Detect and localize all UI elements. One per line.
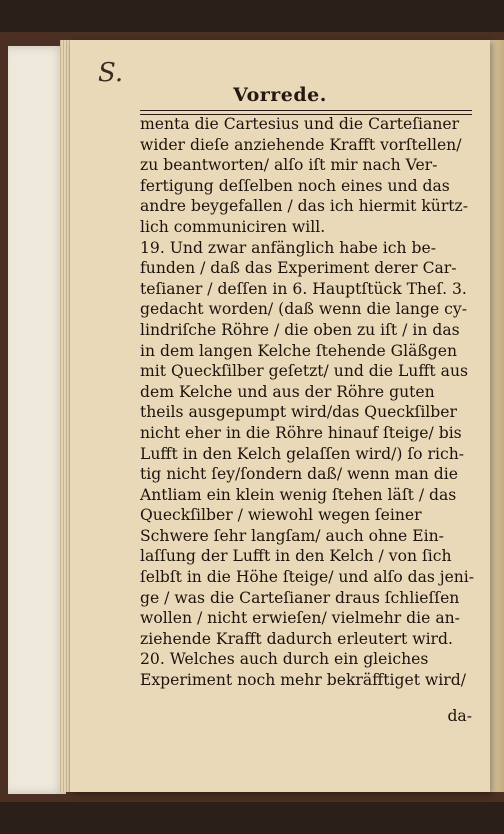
text-line: wider dieſe anziehende Krafft vorſtellen/ [140, 135, 462, 154]
text-line: in dem langen Kelche ſtehende Gläßgen [140, 341, 458, 360]
text-line: Schwere ſehr langſam/ auch ohne Ein- [140, 526, 444, 545]
text-line: lindriſche Röhre / die oben zu iſt / in das [140, 320, 460, 339]
folio-mark: S. [98, 58, 124, 88]
body-text [140, 114, 474, 691]
text-line: 20. Welches auch durch ein gleiches [140, 650, 429, 669]
page-edge [490, 40, 504, 792]
book-page [70, 40, 490, 792]
text-line: teſianer / deſſen in 6. Hauptſtück Theſ. 3. [140, 279, 467, 298]
text-line: nicht eher in die Röhre hinauf ſteige/ bis [140, 423, 462, 442]
text-line: mit Queckſilber geſetzt/ und die Lufft aus [140, 362, 468, 381]
text-line: ge / was die Carteſianer draus ſchlieſſen [140, 588, 460, 607]
flyleaf [8, 46, 66, 794]
text-line: tig nicht ſey/ſondern daß/ wenn man die [140, 465, 458, 484]
text-line: 19. Und zwar anfänglich habe ich be- [140, 238, 436, 257]
text-line: Lufft in den Kelch gelaſſen wird/) ſo rich- [140, 444, 465, 463]
text-line: dem Kelche und aus der Röhre guten [140, 382, 435, 401]
text-line: andre beygefallen / das ich hiermit kürtz- [140, 197, 469, 216]
text-line: gedacht worden/ (daß wenn die lange cy- [140, 300, 467, 319]
text-line: ſelbſt in die Höhe ſteige/ und alſo das jeni- [140, 568, 475, 587]
text-line: lich communiciren will. [140, 217, 326, 236]
text-line: laſſung der Lufft in den Kelch / von ſich [140, 547, 452, 566]
text-line: ziehende Krafft dadurch erleutert wird. [140, 629, 453, 648]
text-line: Queckſilber / wiewohl wegen ſeiner [140, 506, 422, 525]
text-line: menta die Cartesius und die Carteſianer [140, 115, 460, 133]
text-line: wollen / nicht erwieſen/ vielmehr die an- [140, 609, 460, 628]
text-line: theils ausgepumpt wird/das Queckſilber [140, 403, 457, 422]
text-line: Experiment noch mehr bekräfftiget wird/ [140, 671, 466, 690]
text-line: funden / daß das Experiment derer Car- [140, 259, 457, 278]
text-line: fertigung deſſelben noch eines und das [140, 176, 450, 195]
running-head: Vorrede. [233, 84, 327, 106]
text-line: zu beantworten/ alſo iſt mir nach Ver- [140, 156, 438, 175]
catchword: da- [447, 707, 472, 725]
text-line: Antliam ein klein wenig ſtehen läſt / das [140, 485, 457, 504]
